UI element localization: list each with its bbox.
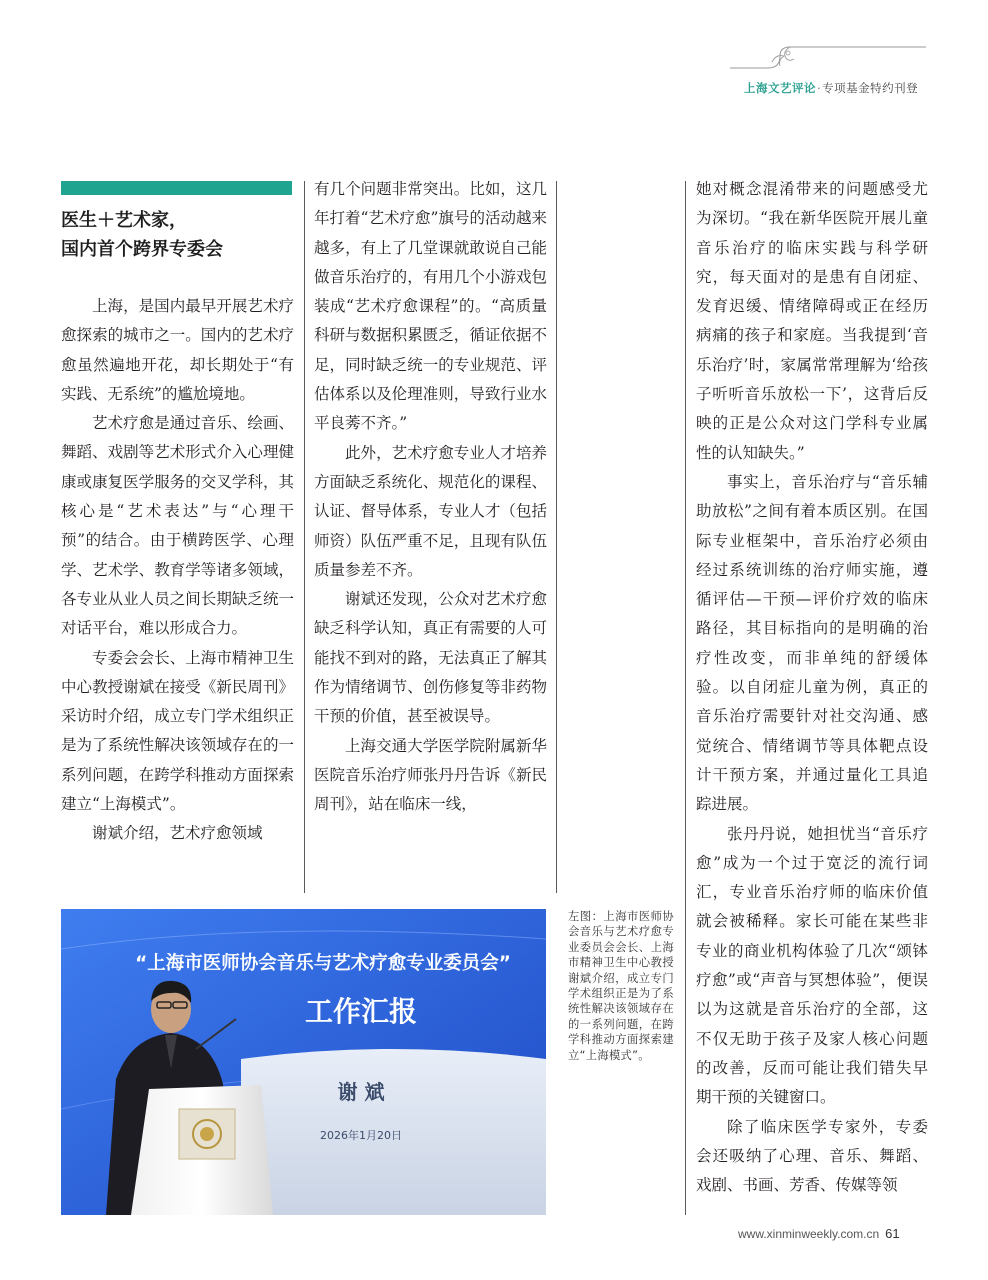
banner-subtitle: 工作汇报 bbox=[304, 995, 418, 1028]
column-divider bbox=[304, 181, 305, 893]
event-date: 2026年1月20日 bbox=[320, 1129, 402, 1142]
paragraph: 除了临床医学专家外，专委会还吸纳了心理、音乐、舞蹈、戏剧、书画、芳香、传媒等领 bbox=[696, 1117, 928, 1195]
text-column-1 bbox=[61, 292, 294, 849]
speaker-name: 谢 斌 bbox=[337, 1080, 385, 1104]
paragraph: 此外，艺术疗愈专业人才培养方面缺乏系统化、规范化的课程、认证、督导体系，专业人才（包括师资）队伍严重不足，且现有队伍质量参差不齐。 bbox=[314, 443, 547, 579]
paragraph: 她对概念混淆带来的问题感受尤为深切。“我在新华医院开展儿童音乐治疗的临床实践与科学研究，每天面对的是患有自闭症、发育迟缓、情绪障碍或正在经历病痛的孩子和家庭。当我提到‘音乐治疗’时，家属常常理解为‘给孩子听听音乐放松一下’，这背后反映的正是公众对这门学科专业属性的认知缺失。” bbox=[696, 180, 928, 462]
header-ornament bbox=[728, 44, 928, 70]
page-footer bbox=[738, 1226, 900, 1241]
paragraph: 上海交通大学医学院附属新华医院音乐治疗师张丹丹告诉《新民周刊》，站在临床一线， bbox=[314, 736, 547, 814]
section-accent-bar bbox=[61, 181, 292, 195]
paragraph: 谢斌介绍，艺术疗愈领域 bbox=[92, 824, 263, 843]
photo-caption: 左图：上海市医师协会音乐与艺术疗愈专业委员会会长、上海市精神卫生中心教授谢斌介绍，成立专门学术组织正是为了系统性解决该领域存在的一系列问题，在跨学科推动方面探索建立“上海模式”。 bbox=[568, 910, 674, 1062]
paragraph: 张丹丹说，她担忧当“音乐疗愈”成为一个过于宽泛的流行词汇，专业音乐治疗师的临床价值就会被稀释。家长可能在某些非专业的商业机构体验了几次“颂钵疗愈”或“声音与冥想体验”，便误以为这就是音乐治疗的全部，这不仅无助于孩子及家人核心问题的改善，反而可能让我们错失早期干预的关键窗口。 bbox=[696, 824, 928, 1107]
magazine-header bbox=[744, 80, 918, 96]
paragraph: 上海，是国内最早开展艺术疗愈探索的城市之一。国内的艺术疗愈虽然遍地开花，却长期处于“有实践、无系统”的尴尬境地。 bbox=[61, 297, 294, 403]
column-divider bbox=[556, 181, 557, 893]
page-number: 61 bbox=[885, 1226, 900, 1241]
text-column-2 bbox=[314, 175, 547, 820]
column-divider bbox=[685, 181, 686, 1215]
paragraph: 专委会会长、上海市精神卫生中心教授谢斌在接受《新民周刊》采访时介绍，成立专门学术组织正是为了系统性解决该领域存在的一系列问题，在跨学科推动方面探索建立“上海模式”。 bbox=[61, 648, 294, 814]
article-photo bbox=[61, 909, 546, 1215]
text-column-3 bbox=[696, 175, 928, 1200]
section-title bbox=[61, 206, 301, 264]
website-url: www.xinminweekly.com.cn bbox=[738, 1227, 880, 1241]
section-title-line-1: 医生＋艺术家， bbox=[61, 210, 187, 231]
banner-title: “上海市医师协会音乐与艺术疗愈专业委员会” bbox=[135, 953, 511, 974]
paragraph: 有几个问题非常突出。比如，这几年打着“艺术疗愈”旗号的活动越来越多，有上了几堂课就敢说自己能做音乐治疗的，有用几个小游戏包装成“艺术疗愈课程”的。“高质量科研与数据积累匮乏，循证依据不足，同时缺乏统一的专业规范、评估体系以及伦理准则，导致行业水平良莠不齐。” bbox=[314, 180, 547, 433]
header-separator: · bbox=[817, 81, 822, 95]
section-title-line-2: 国内首个跨界专委会 bbox=[61, 239, 223, 260]
header-sponsor-text: 专项基金特约刊登 bbox=[822, 81, 919, 95]
paragraph: 事实上，音乐治疗与“音乐辅助放松”之间有着本质区别。在国际专业框架中，音乐治疗必须由经过系统训练的治疗师实施，遵循评估—干预—评价疗效的临床路径，其目标指向的是明确的治疗性改变，而非单纯的舒缓体验。以自闭症儿童为例，真正的音乐治疗需要针对社交沟通、感觉统合、情绪调节等具体靶点设计干预方案，并通过量化工具追踪进展。 bbox=[696, 472, 928, 814]
paragraph: 谢斌还发现，公众对艺术疗愈缺乏科学认知，真正有需要的人可能找不到对的路，无法真正了解其作为情绪调节、创伤修复等非药物干预的价值，甚至被误导。 bbox=[314, 590, 547, 726]
paragraph: 艺术疗愈是通过音乐、绘画、舞蹈、戏剧等艺术形式介入心理健康或康复医学服务的交叉学科，其核心是“艺术表达”与“心理干预”的结合。由于横跨医学、心理学、艺术学、教育学等诸多领域，各专业从业人员之间长期缺乏统一对话平台，难以形成合力。 bbox=[61, 414, 294, 638]
header-brand: 上海文艺评论 bbox=[744, 81, 816, 95]
